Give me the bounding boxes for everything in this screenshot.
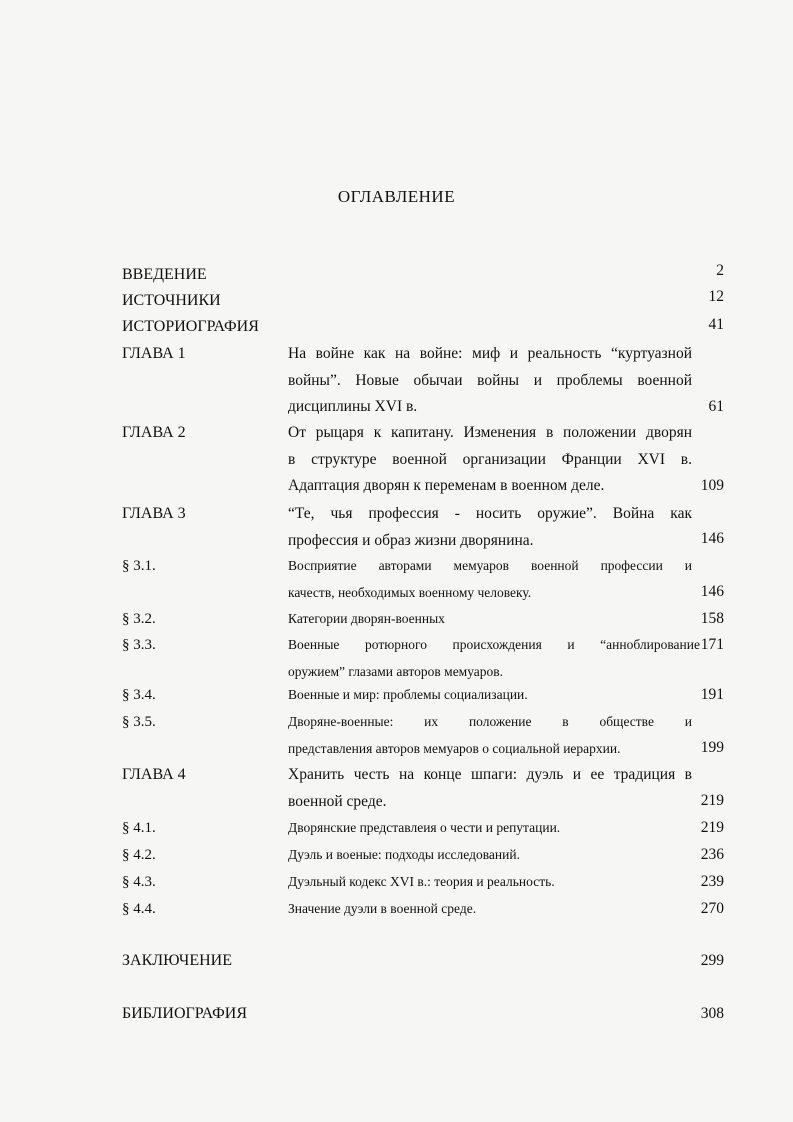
toc-label: § 4.2. [122, 847, 156, 863]
toc-label: § 3.1. [122, 558, 156, 574]
toc-description [288, 420, 692, 500]
toc-label: § 4.3. [122, 874, 156, 890]
toc-description-line: дисциплины XVI в. [288, 398, 418, 415]
toc-description [288, 709, 692, 762]
toc-description [288, 682, 692, 709]
toc-page-number: 219 [700, 792, 724, 809]
toc-description [288, 762, 692, 815]
toc-label: § 4.4. [122, 901, 156, 917]
toc-label: ВВЕДЕНИЕ [122, 266, 207, 283]
toc-description-line: Категории дворян-военных [288, 611, 445, 626]
toc-label: ИСТОРИОГРАФИЯ [122, 318, 259, 335]
toc-description-line: Хранить честь на конце шпаги: дуэль и ее традиция в [288, 766, 692, 783]
toc-description-line: Восприятие авторами мемуаров военной профессии и [288, 558, 692, 573]
toc-description [288, 842, 692, 869]
toc-label: § 3.5. [122, 714, 156, 730]
toc-description [288, 869, 692, 896]
toc-label: ГЛАВА 1 [122, 345, 186, 362]
toc-label: ГЛАВА 2 [122, 424, 186, 441]
toc-description-line: Военные и мир: проблемы социализации. [288, 687, 528, 702]
toc-description-line: Дуэль и военые: подходы исследований. [288, 847, 520, 862]
toc-description [288, 815, 692, 842]
toc-description-line: Дворяне-военные: их положение в обществе и [288, 714, 692, 729]
toc-description-line: Военные ротюрного происхождения и “анноблирование [288, 637, 700, 652]
toc-description-line: качеств, необходимых военному человеку. [288, 584, 532, 600]
toc-label: ИСТОЧНИКИ [122, 292, 221, 309]
toc-description [288, 341, 692, 421]
toc-page-number: 191 [700, 686, 724, 703]
toc-page-number: 109 [700, 477, 724, 494]
toc-description-line: На войне как на войне: миф и реальность “куртуазной [288, 345, 692, 362]
toc-description-line: От рыцаря к капитану. Изменения в положении дворян [288, 424, 692, 441]
toc-description-line: войны”. Новые обычаи войны и проблемы военной [288, 371, 692, 389]
toc-page-number: 158 [700, 610, 724, 627]
toc-description-line: в структуре военной организации Франции XVI в. [288, 450, 692, 468]
toc-label: ГЛАВА 4 [122, 766, 186, 783]
toc-description-line: Значение дуэли в военной среде. [288, 901, 477, 916]
toc-description-line: представления авторов мемуаров о социальной иерархии. [288, 740, 621, 756]
toc-page-number: 270 [700, 900, 724, 917]
toc-description-line: военной среде. [288, 792, 387, 810]
toc-page-number: 146 [700, 583, 724, 600]
toc-page-number: 2 [716, 262, 724, 279]
toc-label: § 3.2. [122, 611, 156, 627]
toc-description-line: профессия и образ жизни дворянина. [288, 531, 534, 549]
toc-description-line: Дворянские представлеия о чести и репутации. [288, 820, 561, 835]
toc-description [288, 632, 700, 685]
toc-page-number: 308 [700, 1005, 724, 1022]
toc-description-line: оружием” глазами авторов мемуаров. [288, 663, 504, 679]
toc-page-number: 12 [708, 288, 724, 305]
toc-label: § 4.1. [122, 820, 156, 836]
toc-page-number: 199 [700, 739, 724, 756]
toc-page-number: 219 [700, 819, 724, 836]
toc-description [288, 896, 692, 923]
toc-page-number: 41 [708, 316, 724, 333]
toc-label: ГЛАВА 3 [122, 505, 186, 522]
page-title: ОГЛАВЛЕНИЕ [337, 187, 456, 206]
toc-description-line: Адаптация дворян к переменам в военном деле. [288, 477, 605, 494]
toc-description [288, 553, 692, 606]
toc-page-number: 146 [700, 530, 724, 547]
toc-page-number: 239 [700, 873, 724, 890]
toc-description [288, 606, 692, 633]
toc-description-line: “Те, чья профессия - носить оружие”. Война как [288, 505, 692, 522]
toc-description-line: Дуэльный кодекс XVI в.: теория и реальность. [288, 874, 555, 889]
toc-label: БИБЛИОГРАФИЯ [122, 1005, 248, 1022]
toc-label: § 3.3. [122, 637, 156, 653]
toc-label: § 3.4. [122, 687, 156, 703]
toc-label: ЗАКЛЮЧЕНИЕ [122, 952, 232, 969]
toc-page-number: 236 [700, 846, 724, 863]
toc-page-number: 171 [700, 636, 724, 653]
toc-description [288, 501, 692, 554]
toc-page-number: 61 [708, 398, 724, 415]
toc-page-number: 299 [700, 952, 724, 969]
